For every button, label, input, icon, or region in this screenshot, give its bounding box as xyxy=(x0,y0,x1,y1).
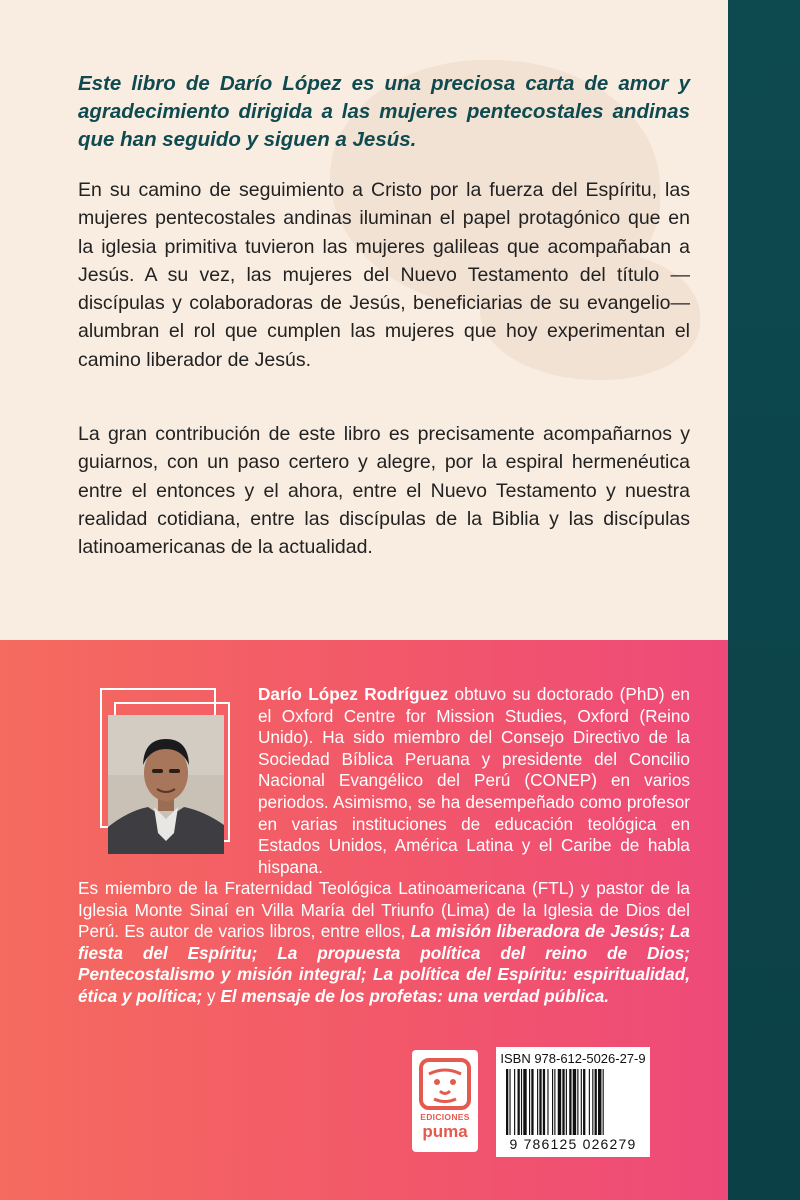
isbn-barcode xyxy=(496,1047,650,1157)
puma-head-icon xyxy=(412,1054,478,1114)
barcode-bar xyxy=(506,1069,508,1135)
barcode-bar xyxy=(581,1069,582,1135)
author-bio-continued xyxy=(78,878,690,1008)
isbn-number: 9 786125 026279 xyxy=(509,1136,637,1152)
barcode-bar xyxy=(598,1069,601,1135)
barcode-bar xyxy=(595,1069,597,1135)
lead-text: Este libro de Darío López es una preciosa carta de amor y agradecimiento dirigida a las mujeres pentecostales andinas que han seguido y siguen a Jesús. xyxy=(78,72,690,151)
barcode-bar xyxy=(531,1069,533,1135)
isbn-label: ISBN 978-612-5026-27-9 xyxy=(500,1051,646,1066)
barcode-bar xyxy=(509,1069,510,1135)
publisher-line-1: EDICIONES xyxy=(420,1112,470,1122)
barcode-bar xyxy=(514,1069,515,1135)
paragraph-1: En su camino de seguimiento a Cristo por la fuerza del Espíritu, las mujeres pentecostales andinas iluminan el papel protagónico que en la iglesia primitiva tuvieron las mujeres galileas que acompañaban a Jesús. A su vez, las mujeres del Nuevo Testamento del título —discípulas y colaboradoras de Jesús, beneficiarias de su evangelio— alumbran el rol que cumplen las mujeres que hoy experimentan el camino liberador de Jesús. xyxy=(78,179,690,371)
book-list: La misión liberadora de Jesús; La fiesta del Espíritu; La propuesta política del reino de Dios; Pentecostalismo y misión integral; La política del Espíritu: espiritualidad, ética y política; xyxy=(78,921,690,1006)
barcode-bar xyxy=(537,1069,538,1135)
author-portrait-icon xyxy=(108,715,224,854)
book-last: El mensaje de los profetas: una verdad pública. xyxy=(220,985,610,1006)
barcode-bar xyxy=(543,1069,545,1135)
barcode-bar xyxy=(547,1069,548,1135)
author-bio-text: obtuvo su doctorado (PhD) en el Oxford Centre for Mission Studies, Oxford (Reino Unido). Ha sido miembro del Consejo Directivo de la Sociedad Bíblica Peruana y presidente del Concilio Nacional Evangélico del Perú (CONEP) en varios periodos. Asimismo, se ha desempeñado como profesor en varias instituciones de educación teológica en Estados Unidos, América Latina y el Caribe de habla hispana. xyxy=(258,684,690,877)
author-bio-side xyxy=(258,684,690,878)
barcode-bar xyxy=(558,1069,561,1135)
author-bio-text-2: Es miembro de la Fraternidad Teológica Latinoamericana (FTL) y pastor de la Iglesia Monte Sinaí en Villa María del Triunfo (Lima) de la Iglesia de Dios del Perú. Es autor de varios libros, entre ellos, xyxy=(78,878,690,942)
barcode-bar xyxy=(589,1069,590,1135)
barcode-bar xyxy=(562,1069,564,1135)
barcode-bar xyxy=(573,1069,576,1135)
barcode-bar xyxy=(521,1069,522,1135)
barcode-bar xyxy=(518,1069,520,1135)
barcode-bar xyxy=(566,1069,567,1135)
barcode-bar xyxy=(569,1069,571,1135)
barcode-bar xyxy=(583,1069,585,1135)
author-photo xyxy=(108,715,224,854)
publisher-logo xyxy=(412,1050,478,1152)
barcode-bar xyxy=(523,1069,526,1135)
paragraph-2: La gran contribución de este libro es precisamente acompañarnos y guiarnos, con un paso certero y alegre, por la espiral hermenéutica entre el entonces y el ahora, entre el Nuevo Testamento y nuestra realidad cotidiana, entre las discípulas de la Biblia y las discípulas latinoamericanas de la actualidad. xyxy=(78,423,690,559)
barcode-bar xyxy=(529,1069,530,1135)
barcode-bar xyxy=(577,1069,578,1135)
book-list-connector: y xyxy=(202,985,221,1006)
barcode-bar xyxy=(554,1069,555,1135)
barcode-bar xyxy=(552,1069,553,1135)
spine-strip xyxy=(728,0,800,1200)
barcode-bar xyxy=(603,1069,604,1135)
barcode-bar xyxy=(539,1069,541,1135)
publisher-line-2: puma xyxy=(422,1122,468,1141)
barcode-bar xyxy=(592,1069,593,1135)
author-name: Darío López Rodríguez xyxy=(258,684,449,704)
